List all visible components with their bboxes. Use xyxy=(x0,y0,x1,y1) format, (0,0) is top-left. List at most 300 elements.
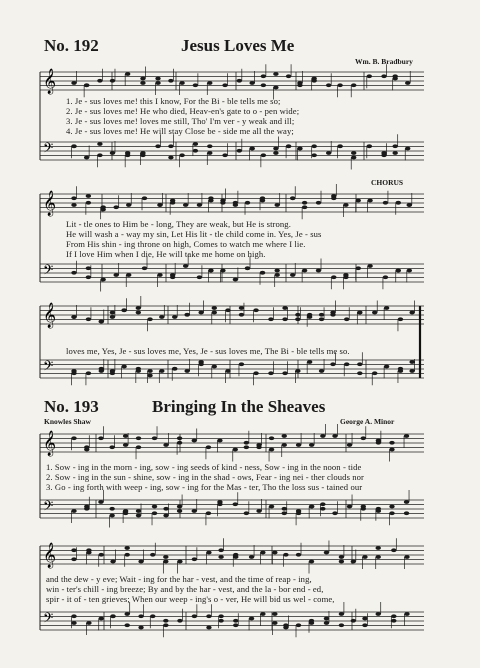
note-head xyxy=(208,269,213,273)
note-head xyxy=(343,273,348,277)
note-head xyxy=(220,269,225,273)
note-head xyxy=(177,505,182,509)
note-head xyxy=(283,553,288,557)
note-head xyxy=(150,614,155,618)
note-head xyxy=(295,317,300,321)
note-head xyxy=(222,153,227,157)
note-head xyxy=(163,623,168,627)
note-head xyxy=(110,560,115,564)
note-head xyxy=(319,369,324,373)
note-head xyxy=(367,264,372,268)
note-head xyxy=(326,151,331,155)
note-head xyxy=(320,434,325,438)
note-head xyxy=(126,273,131,277)
note-head xyxy=(343,203,348,207)
note-head xyxy=(121,365,126,369)
note-head xyxy=(245,201,250,205)
note-head xyxy=(367,199,372,203)
note-head xyxy=(316,201,321,205)
note-head xyxy=(319,317,324,321)
note-head xyxy=(136,509,141,513)
note-head xyxy=(110,151,115,155)
note-head xyxy=(198,360,203,364)
verse-2-line-2: He will wash a - way my sin, Let His lit - tle child come in. Yes, Je - sus xyxy=(66,229,322,239)
verse-1-line-1: 1. Sow - ing in the morn - ing, sow - ing seeds of kind - ness, Sow - ing in the noon - tide xyxy=(46,462,362,472)
note-head xyxy=(168,156,173,160)
hymn-number: No. 192 xyxy=(44,36,99,55)
note-head xyxy=(319,313,324,317)
note-head xyxy=(193,149,198,153)
bass-clef: 𝄢 xyxy=(43,498,54,517)
note-head xyxy=(71,369,76,373)
note-head xyxy=(157,203,162,207)
note-head xyxy=(302,201,307,205)
note-head xyxy=(376,439,381,443)
note-head xyxy=(392,151,397,155)
note-head xyxy=(339,623,344,627)
verse-4-line-1: 4. Je - sus loves me! He will stay Close be - side me all the way; xyxy=(66,126,294,136)
note-head xyxy=(109,445,114,449)
note-head xyxy=(398,367,403,371)
note-head xyxy=(384,365,389,369)
note-head xyxy=(273,151,278,155)
note-head xyxy=(136,306,141,310)
note-head xyxy=(97,142,102,146)
note-head xyxy=(98,436,103,440)
note-head xyxy=(123,443,128,447)
note-head xyxy=(361,436,366,440)
note-head xyxy=(97,153,102,157)
note-head xyxy=(261,83,266,87)
note-head xyxy=(357,311,362,315)
chorus-label: CHORUS xyxy=(371,178,404,187)
note-head xyxy=(86,317,91,321)
note-head xyxy=(172,315,177,319)
note-head xyxy=(71,436,76,440)
note-head xyxy=(256,445,261,449)
note-head xyxy=(86,275,91,279)
note-head xyxy=(256,509,261,513)
note-head xyxy=(405,147,410,151)
note-head xyxy=(192,614,197,618)
note-head xyxy=(331,275,336,279)
note-head xyxy=(351,560,356,564)
note-head xyxy=(123,511,128,515)
note-head xyxy=(274,273,279,277)
note-head xyxy=(261,74,266,78)
note-head xyxy=(71,614,76,618)
note-head xyxy=(71,509,76,513)
bass-clef: 𝄢 xyxy=(43,140,54,159)
note-head xyxy=(307,315,312,319)
note-head xyxy=(86,201,91,205)
note-head xyxy=(272,621,277,625)
note-head xyxy=(99,367,104,371)
note-head xyxy=(193,142,198,146)
verse-1-line-2: and the dew - y eve; Wait - ing for the har - vest, and the time of reap - ing, xyxy=(46,574,312,584)
note-head xyxy=(296,509,301,513)
note-head xyxy=(136,514,141,518)
note-head xyxy=(249,617,254,621)
note-head xyxy=(273,72,278,76)
note-head xyxy=(311,79,316,83)
note-head xyxy=(136,311,141,315)
verse-1-line-2: Lit - tle ones to Him be - long, They are weak, but He is strong. xyxy=(66,219,291,229)
note-head xyxy=(405,81,410,85)
note-head xyxy=(392,144,397,148)
note-head xyxy=(351,619,356,623)
note-head xyxy=(324,551,329,555)
note-head xyxy=(218,548,223,552)
note-head xyxy=(362,617,367,621)
note-head xyxy=(86,194,91,198)
note-head xyxy=(296,623,301,627)
note-head xyxy=(218,619,223,623)
note-head xyxy=(206,511,211,515)
note-head xyxy=(404,500,409,504)
note-head xyxy=(71,271,76,275)
note-head xyxy=(109,507,114,511)
note-head xyxy=(140,153,145,157)
note-head xyxy=(337,144,342,148)
note-head xyxy=(84,156,89,160)
note-head xyxy=(155,77,160,81)
note-head xyxy=(142,266,147,270)
note-head xyxy=(152,436,157,440)
note-head xyxy=(249,147,254,151)
note-head xyxy=(207,81,212,85)
note-head xyxy=(179,153,184,157)
note-head xyxy=(71,621,76,625)
note-head xyxy=(320,507,325,511)
note-head xyxy=(249,555,254,559)
note-head xyxy=(244,511,249,515)
note-head xyxy=(260,612,265,616)
note-head xyxy=(168,79,173,83)
note-head xyxy=(331,196,336,200)
note-head xyxy=(71,144,76,148)
note-head xyxy=(86,548,91,552)
note-head xyxy=(206,626,211,630)
note-head xyxy=(295,369,300,373)
note-head xyxy=(351,151,356,155)
note-head xyxy=(98,500,103,504)
note-head xyxy=(311,153,316,157)
verse-4-line-2: If I love Him when I die, He will take me home on high. xyxy=(66,249,266,259)
note-head xyxy=(391,548,396,552)
note-head xyxy=(351,83,356,87)
note-head xyxy=(376,612,381,616)
note-head xyxy=(86,621,91,625)
note-head xyxy=(99,617,104,621)
note-head xyxy=(351,156,356,160)
note-head xyxy=(309,505,314,509)
note-head xyxy=(286,74,291,78)
note-head xyxy=(71,548,76,552)
note-head xyxy=(177,619,182,623)
note-head xyxy=(272,612,277,616)
note-head xyxy=(357,362,362,366)
verse-3-line-2: From His shin - ing throne on high, Comes to watch me where I lie. xyxy=(66,239,306,249)
treble-clef: 𝄞 xyxy=(43,543,57,568)
hymn-title: Bringing In the Sheaves xyxy=(152,397,326,416)
note-head xyxy=(86,371,91,375)
note-head xyxy=(100,278,105,282)
note-head xyxy=(347,443,352,447)
note-head xyxy=(389,511,394,515)
verse-2-line-1: 2. Je - sus loves me! He who died, Heav-en's gate to o - pen wide; xyxy=(66,106,300,116)
note-head xyxy=(84,83,89,87)
note-head xyxy=(282,507,287,511)
note-head xyxy=(282,371,287,375)
note-head xyxy=(260,271,265,275)
note-head xyxy=(168,144,173,148)
note-head xyxy=(198,311,203,315)
note-head xyxy=(404,612,409,616)
note-head xyxy=(99,320,104,324)
note-head xyxy=(274,203,279,207)
verse-1-line-1: 1. Je - sus loves me! this I know, For the Bi - ble tells me so; xyxy=(66,96,281,106)
note-head xyxy=(302,205,307,209)
composer-credit: Wm. B. Bradbury xyxy=(355,57,413,66)
note-head xyxy=(309,621,314,625)
note-head xyxy=(183,203,188,207)
note-head xyxy=(372,311,377,315)
note-head xyxy=(282,434,287,438)
note-head xyxy=(212,306,217,310)
note-head xyxy=(244,445,249,449)
note-head xyxy=(97,79,102,83)
note-head xyxy=(330,313,335,317)
note-head xyxy=(125,553,130,557)
note-head xyxy=(177,436,182,440)
note-head xyxy=(309,560,314,564)
chorus-line: loves me, Yes, Je - sus loves me, Yes, Je - sus loves me, The Bi - ble tells me so. xyxy=(66,346,350,356)
note-head xyxy=(110,79,115,83)
note-head xyxy=(212,311,217,315)
note-head xyxy=(391,619,396,623)
note-head xyxy=(163,507,168,511)
note-head xyxy=(344,317,349,321)
note-head xyxy=(192,439,197,443)
note-head xyxy=(272,551,277,555)
note-head xyxy=(356,199,361,203)
note-head xyxy=(110,311,115,315)
note-head xyxy=(71,203,76,207)
note-head xyxy=(84,505,89,509)
note-head xyxy=(326,83,331,87)
note-head xyxy=(192,509,197,513)
note-head xyxy=(283,623,288,627)
note-head xyxy=(253,371,258,375)
note-head xyxy=(100,208,105,212)
note-head xyxy=(409,311,414,315)
note-head xyxy=(140,77,145,81)
note-head xyxy=(383,275,388,279)
note-head xyxy=(381,151,386,155)
note-head xyxy=(155,144,160,148)
note-head xyxy=(152,511,157,515)
note-head xyxy=(138,614,143,618)
note-head xyxy=(220,201,225,205)
note-head xyxy=(268,371,273,375)
note-head xyxy=(273,86,278,90)
note-head xyxy=(184,313,189,317)
note-head xyxy=(253,308,258,312)
note-head xyxy=(233,619,238,623)
note-head xyxy=(274,269,279,273)
note-head xyxy=(367,144,372,148)
note-head xyxy=(212,365,217,369)
note-head xyxy=(206,551,211,555)
note-head xyxy=(172,367,177,371)
note-head xyxy=(233,278,238,282)
note-head xyxy=(218,555,223,559)
note-head xyxy=(177,509,182,513)
note-head xyxy=(157,273,162,277)
verse-3-line-1: 3. Go - ing forth with weep - ing, sow - ing for the Mas - ter, Tho the loss sus - tained our xyxy=(46,482,363,492)
note-head xyxy=(316,269,321,273)
note-head xyxy=(407,203,412,207)
note-head xyxy=(239,306,244,310)
note-head xyxy=(383,201,388,205)
note-head xyxy=(233,623,238,627)
note-head xyxy=(332,511,337,515)
note-head xyxy=(140,81,145,85)
note-head xyxy=(159,315,164,319)
treble-clef: 𝄞 xyxy=(43,431,57,456)
note-head xyxy=(163,443,168,447)
note-head xyxy=(138,626,143,630)
note-head xyxy=(218,614,223,618)
note-head xyxy=(125,151,130,155)
note-head xyxy=(71,81,76,85)
note-head xyxy=(282,317,287,321)
bass-clef: 𝄢 xyxy=(43,262,54,281)
note-head xyxy=(217,439,222,443)
note-head xyxy=(376,546,381,550)
note-head xyxy=(324,617,329,621)
note-head xyxy=(362,555,367,559)
note-head xyxy=(233,203,238,207)
note-head xyxy=(136,445,141,449)
note-head xyxy=(409,369,414,373)
note-head xyxy=(311,144,316,148)
note-head xyxy=(357,371,362,375)
note-head xyxy=(152,505,157,509)
note-head xyxy=(71,557,76,561)
note-head xyxy=(392,74,397,78)
note-head xyxy=(163,514,168,518)
note-head xyxy=(361,505,366,509)
note-head xyxy=(244,441,249,445)
note-head xyxy=(282,443,287,447)
note-head xyxy=(138,560,143,564)
note-head xyxy=(126,203,131,207)
note-head xyxy=(269,448,274,452)
note-head xyxy=(282,511,287,515)
note-head xyxy=(297,83,302,87)
note-head xyxy=(170,199,175,203)
note-head xyxy=(260,551,265,555)
note-head xyxy=(147,317,152,321)
note-head xyxy=(269,436,274,440)
note-head xyxy=(320,502,325,506)
note-head xyxy=(261,153,266,157)
verse-3-line-2: spir - it of - ten grieves; When our weep - ing's o - ver, He will bid us wel - come, xyxy=(46,594,335,604)
note-head xyxy=(296,443,301,447)
note-head xyxy=(389,441,394,445)
note-head xyxy=(84,448,89,452)
note-head xyxy=(197,275,202,279)
note-head xyxy=(404,511,409,515)
note-head xyxy=(207,144,212,148)
treble-clef: 𝄞 xyxy=(43,69,57,94)
note-head xyxy=(163,555,168,559)
note-head xyxy=(177,560,182,564)
note-head xyxy=(86,266,91,270)
note-head xyxy=(123,434,128,438)
note-head xyxy=(179,81,184,85)
note-head xyxy=(125,612,130,616)
note-head xyxy=(339,612,344,616)
note-head xyxy=(193,83,198,87)
note-head xyxy=(245,266,250,270)
note-head xyxy=(356,266,361,270)
note-head xyxy=(344,362,349,366)
treble-clef: 𝄞 xyxy=(43,191,57,216)
note-head xyxy=(296,553,301,557)
note-head xyxy=(136,367,141,371)
note-head xyxy=(297,147,302,151)
note-head xyxy=(286,144,291,148)
note-head xyxy=(136,436,141,440)
note-head xyxy=(391,614,396,618)
note-head xyxy=(110,371,115,375)
treble-clef: 𝄞 xyxy=(43,303,57,328)
note-head xyxy=(339,555,344,559)
note-head xyxy=(404,555,409,559)
note-head xyxy=(282,306,287,310)
verse-2-line-2: win - ter's chill - ing breeze; By and by the har - vest, and the la - bor end - ed, xyxy=(46,584,324,594)
note-head xyxy=(273,147,278,151)
note-head xyxy=(381,74,386,78)
note-head xyxy=(309,443,314,447)
note-head xyxy=(147,369,152,373)
note-head xyxy=(121,308,126,312)
verse-2-line-1: 2. Sow - ing in the sun - shine, sow - ing in the shad - ows, Fear - ing nei - ther clouds nor xyxy=(46,472,365,482)
note-head xyxy=(225,369,230,373)
note-head xyxy=(295,313,300,317)
note-head xyxy=(372,371,377,375)
note-head xyxy=(268,317,273,321)
note-head xyxy=(197,203,202,207)
note-head xyxy=(184,369,189,373)
composer-credit: George A. Minor xyxy=(340,417,395,426)
note-head xyxy=(71,315,76,319)
note-head xyxy=(362,623,367,627)
note-head xyxy=(159,369,164,373)
note-head xyxy=(142,196,147,200)
note-head xyxy=(163,619,168,623)
note-head xyxy=(71,196,76,200)
note-head xyxy=(147,374,152,378)
note-head xyxy=(233,448,238,452)
note-head xyxy=(177,441,182,445)
hymn-number: No. 193 xyxy=(44,397,99,416)
bass-clef: 𝄢 xyxy=(43,358,54,377)
bass-clef: 𝄢 xyxy=(43,610,54,629)
